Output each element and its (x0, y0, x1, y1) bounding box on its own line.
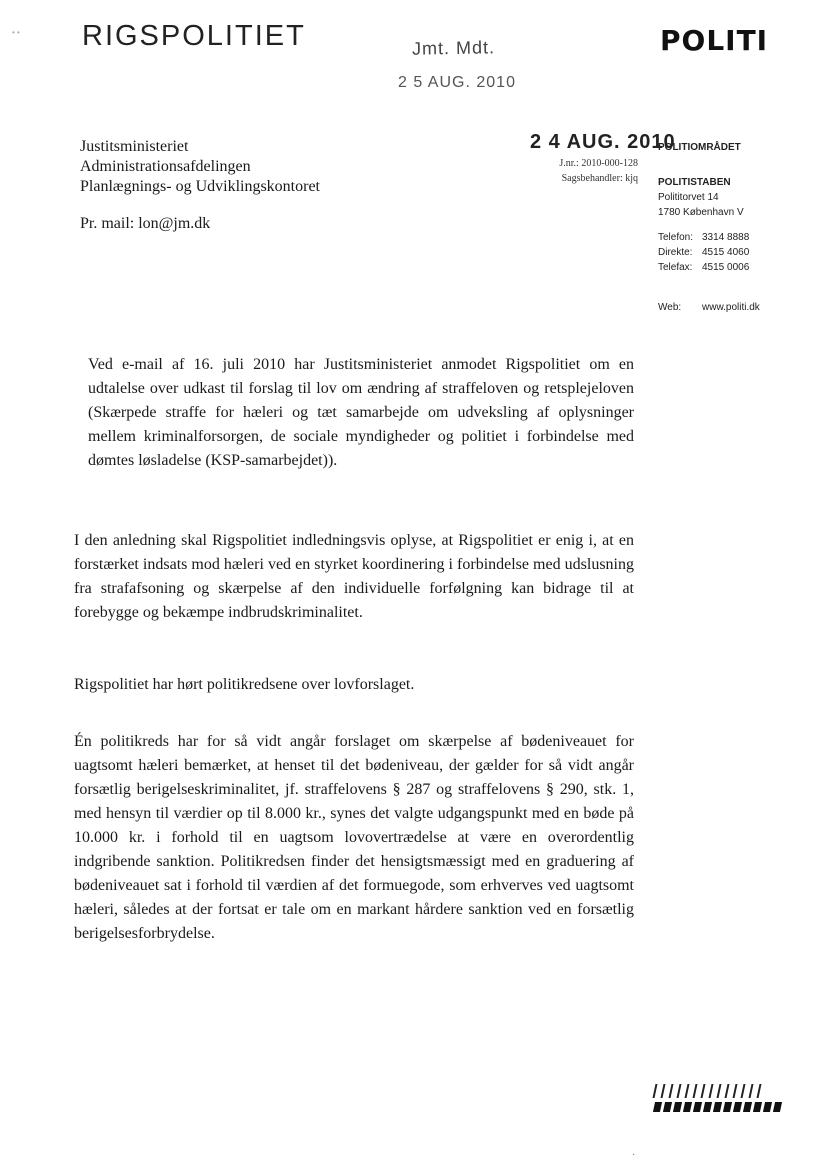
barcode-icon (654, 1084, 784, 1112)
recipient-line: Planlægnings- og Udviklingskontoret (80, 178, 320, 195)
received-stamp-date: 2 5 AUG. 2010 (398, 74, 516, 91)
sidebar-unit: POLITISTABEN (658, 177, 731, 188)
contact-row-direct (658, 245, 760, 260)
contact-label: Direkte: (658, 247, 693, 258)
recipient-address-block (80, 137, 320, 197)
received-stamp-line1: Jmt. Mdt. (411, 37, 496, 59)
journal-number: J.nr.: 2010-000-128 (559, 158, 638, 169)
scan-corner-mark: • • (12, 28, 20, 37)
politi-logo: POLITI (660, 24, 769, 57)
reference-block (500, 156, 638, 186)
sidebar-street: Polititorvet 14 (658, 192, 719, 203)
date-stamp: 2 4 AUG. 2010 (530, 131, 676, 153)
recipient-line: Justitsministeriet (80, 138, 189, 155)
recipient-line: Administrationsafdelingen (80, 158, 251, 175)
contact-value: 4515 0006 (702, 262, 750, 273)
body-paragraph-3: Rigspolitiet har hørt politikredsene over lovforslaget. (74, 676, 415, 693)
contact-row-fax (658, 260, 760, 275)
org-name-heading: RIGSPOLITIET (82, 20, 306, 52)
page-mark: · (632, 1150, 636, 1161)
contact-row-phone (658, 230, 760, 245)
sidebar-city: 1780 København V (658, 207, 744, 218)
sender-sidebar (658, 140, 760, 315)
body-paragraph-4: Én politikreds har for så vidt angår forslaget om skærpelse af bødeniveauet for uagtsomt hæleri bemærket, at henset til det bødeniveau, der gælder for så vidt angår forsætlig berigelseskriminalitet, jf. straffelovens § 287 og straffelovens § 290, stk. 1, med hensyn til værdier op til 8.000 kr., synes det valgte udgangspunkt med en bøde på 10.000 kr. i forhold til en uagtsom lovovertrædelse at være en overordentlig indgribende sanktion. Politikredsen finder det hensigtsmæssigt med en graduering af bødeniveauet sat i forhold til værdien af det formuegode, som erhverves ved uagtsomt hæleri, således at der fortsat er tale om en markant hårdere sanktion ved en forsætlig berigelsesforbrydelse. (74, 733, 634, 942)
contact-value: 4515 4060 (702, 247, 750, 258)
web-link[interactable]: www.politi.dk (702, 302, 760, 313)
sidebar-area: POLITIOMRÅDET (658, 142, 741, 153)
recipient-mail: Pr. mail: lon@jm.dk (80, 215, 211, 232)
contact-label: Telefon: (658, 232, 694, 243)
case-handler: Sagsbehandler: kjq (561, 173, 638, 184)
body-paragraph-2: I den anledning skal Rigspolitiet indledningsvis oplyse, at Rigspolitiet er enig i, at en forstærket indsats mod hæleri ved en styrket koordinering i forbindelse med udslusning fra strafafsoning og skærpelse af den individuelle forfølgning kan bidrage til at forebygge og bekæmpe indbrudskriminalitet. (74, 532, 634, 621)
contact-row-web (658, 300, 760, 315)
web-label: Web: (658, 302, 682, 313)
contact-label: Telefax: (658, 262, 693, 273)
body-paragraph-1: Ved e-mail af 16. juli 2010 har Justitsministeriet anmodet Rigspolitiet om en udtalelse over udkast til forslag til lov om ændring af straffeloven og retsplejeloven (Skærpede straffe for hæleri og tæt samarbejde om udveksling af oplysninger mellem kriminalforsorgen, de sociale myndigheder og politiet i forbindelse med dømtes løsladelse (KSP-samarbejdet)). (88, 356, 634, 469)
contact-value: 3314 8888 (702, 232, 750, 243)
